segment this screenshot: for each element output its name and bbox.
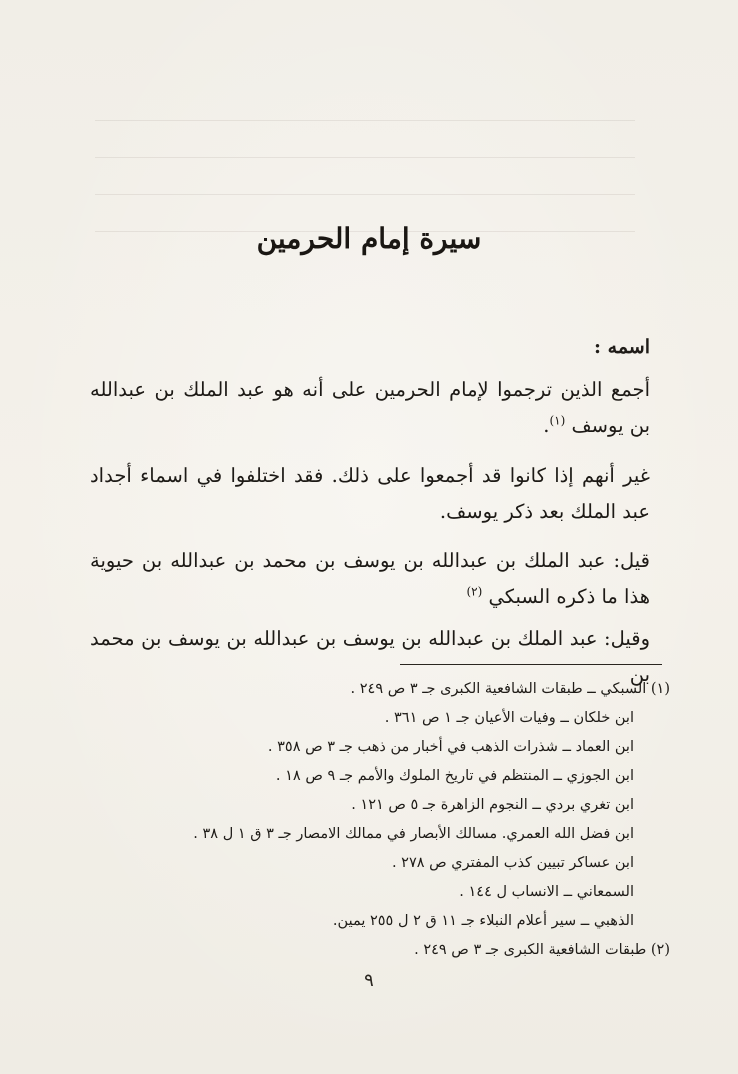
bleed-through-top: [95, 92, 635, 242]
footnote-item: الذهبي ــ سير أعلام النبلاء جـ ١١ ق ٢ ل ٢٥٥ يمين.: [332, 913, 634, 929]
footnote-item: ابن الجوزي ــ المنتظم في تاريخ الملوك والأمم جـ ٩ ص ١٨ .: [275, 768, 634, 784]
page-title: سيرة إمام الحرمين: [256, 222, 482, 255]
paragraph-1: [90, 372, 650, 444]
footnote-item: ابن العماد ــ شذرات الذهب في أخبار من ذهب جـ ٣ ص ٣٥٨ .: [267, 739, 634, 755]
footnote-ref-2: (٢): [466, 584, 483, 599]
footnote-item: ابن فضل الله العمري. مسالك الأبصار في ممالك الامصار جـ ٣ ق ١ ل ٣٨ .: [193, 826, 634, 842]
footnote-separator: [400, 664, 662, 665]
footnote-list: [60, 675, 670, 965]
paragraph-4: وقيل: عبد الملك بن عبدالله بن يوسف بن عبدالله بن يوسف بن محمد بن: [90, 627, 650, 686]
paragraph-2: غير أنهم إذا كانوا قد أجمعوا على ذلك. فقد اختلفوا في اسماء أجداد عبد الملك بعد ذكر يوسف.: [90, 464, 650, 523]
footnote-item: (٢) طبقات الشافعية الكبرى جـ ٣ ص ٢٤٩ .: [414, 942, 670, 958]
footnote-item: ابن عساكر تبيين كذب المفتري ص ٢٧٨ .: [391, 855, 634, 871]
page-number: ٩: [364, 970, 374, 991]
footnote-item: ابن تغري بردي ــ النجوم الزاهرة جـ ٥ ص ١٢١ .: [351, 797, 634, 813]
paragraph-1-end: .: [543, 414, 550, 437]
footnote-item: (١) السبكي ــ طبقات الشافعية الكبرى جـ ٣ ص ٢٤٩ .: [350, 681, 670, 697]
footnote-ref-1: (١): [549, 413, 566, 428]
footnote-item: السمعاني ــ الانساب ل ١٤٤ .: [459, 884, 634, 900]
section-heading: اسمه :: [594, 336, 650, 358]
paragraph-1-text: أجمع الذين ترجموا لإمام الحرمين على أنه هو عبد الملك بن عبدالله بن يوسف: [90, 378, 650, 437]
paragraph-3-text: قيل: عبد الملك بن عبدالله بن يوسف بن محمد بن عبدالله بن حيوية هذا ما ذكره السبكي: [90, 549, 650, 608]
footnote-item: ابن خلكان ــ وفيات الأعيان جـ ١ ص ٣٦١ .: [384, 710, 634, 726]
paragraph-3: [90, 543, 650, 615]
